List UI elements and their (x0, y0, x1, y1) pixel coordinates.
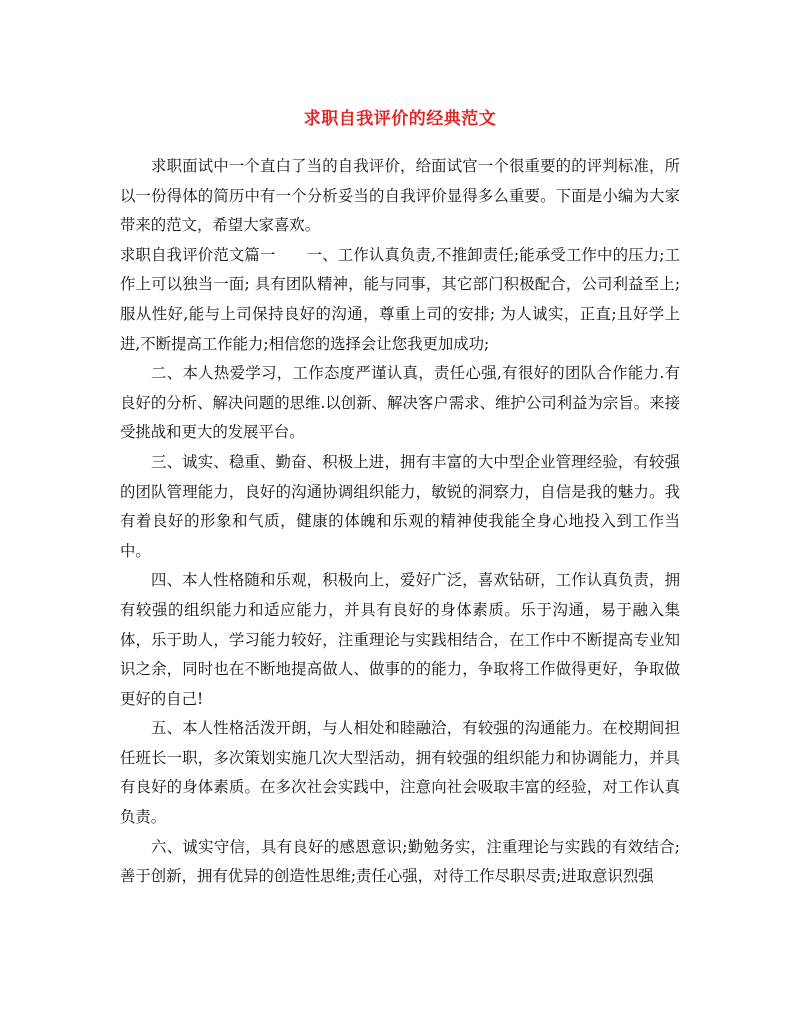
paragraph-item-five: 五、本人性格活泼开朗，与人相处和睦融洽，有较强的沟通能力。在校期间担任班长一职，多次策划实施几次大型活动，拥有较强的组织能力和协调能力，并具有良好的身体素质。在多次社会实践中，注意向社会吸取丰富的经验，对工作认真负责。 (120, 719, 680, 827)
paragraph-item-six: 六、诚实守信，具有良好的感恩意识;勤勉务实，注重理论与实践的有效结合;善于创新，拥有优异的创造性思维;责任心强，对待工作尽职尽责;进取意识烈强 (120, 837, 680, 886)
document-body (120, 152, 680, 892)
paragraph-sample-one: 求职自我评价范文篇一 一、工作认真负责,不推卸责任;能承受工作中的压力;工作上可以独当一面; 具有团队精神，能与同事，其它部门积极配合，公司利益至上; 服从性好,能与上司保持良好的沟通，尊重上司的安排; 为人诚实，正直;且好学上进,不断提高工作能力;相信您的选择会让您我更加成功; (120, 245, 680, 353)
paragraph-item-four: 四、本人性格随和乐观，积极向上，爱好广泛，喜欢钻研，工作认真负责，拥有较强的组织能力和适应能力，并具有良好的身体素质。乐于沟通，易于融入集体，乐于助人，学习能力较好，注重理论与实践相结合，在工作中不断提高专业知识之余，同时也在不断地提高做人、做事的的能力，争取将工作做得更好，争取做更好的自己! (120, 571, 680, 708)
paragraph-item-two: 二、本人热爱学习，工作态度严谨认真，责任心强,有很好的团队合作能力.有良好的分析、解决问题的思维.以创新、解决客户需求、维护公司利益为宗旨。来接受挑战和更大的发展平台。 (120, 364, 680, 442)
paragraph-intro: 求职面试中一个直白了当的自我评价，给面试官一个很重要的的评判标准，所以一份得体的简历中有一个分析妥当的自我评价显得多么重要。下面是小编为大家带来的范文，希望大家喜欢。 (120, 157, 680, 235)
paragraph-item-three: 三、诚实、稳重、勤奋、积极上进，拥有丰富的大中型企业管理经验，有较强的团队管理能力，良好的沟通协调组织能力，敏锐的洞察力，自信是我的魅力。我有着良好的形象和气质，健康的体魄和乐观的精神使我能全身心地投入到工作当中。 (120, 452, 680, 560)
document-title: 求职自我评价的经典范文 (303, 109, 497, 129)
